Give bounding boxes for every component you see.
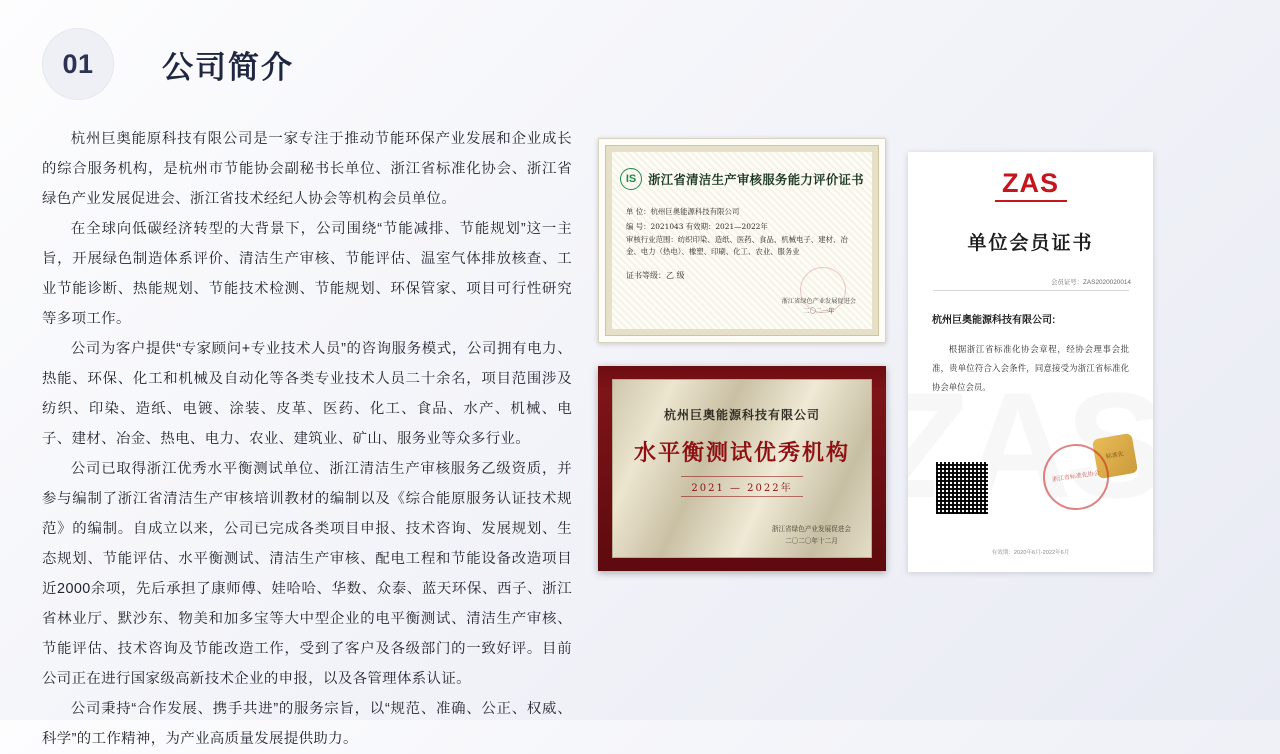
certificate-gallery	[598, 138, 1246, 583]
plaque-award-title: 水平衡测试优秀机构	[633, 440, 850, 466]
divider	[933, 290, 1129, 291]
paragraph-5: 公司秉持“合作发展、携手共进”的服务宗旨，以“规范、准确、公正、权威、科学”的工作精神，为产业高质量发展提供助力。	[42, 701, 572, 747]
red-stamp-icon: 浙江省标准化协会	[1039, 440, 1114, 515]
certificate-field-number: 编 号：2021043 有效期：2021—2022年	[626, 222, 768, 231]
certificate-zas-membership	[908, 152, 1153, 572]
plaque-plate	[612, 379, 872, 558]
section-number: 01	[62, 48, 94, 79]
company-intro-text	[42, 124, 572, 754]
zas-logo-underline	[995, 200, 1067, 202]
certificate-issuer: 浙江省绿色产业发展促进会	[781, 298, 856, 305]
section-number-badge	[42, 28, 114, 100]
zas-logo-text: ZAS	[1002, 168, 1059, 198]
zas-company-name: 杭州巨奥能源科技有限公司:	[932, 315, 1056, 326]
plaque-issuer: 浙江省绿色产业发展促进会	[771, 525, 851, 533]
zas-certificate-body: 根据浙江省标准化协会章程，经协会理事会批准，贵单位符合入会条件，同意接受为浙江省标准化协会单位会员。	[932, 344, 1129, 392]
certificate-issue-date: 二〇二一年	[803, 308, 835, 315]
certificate-field-unit: 单 位：杭州巨奥能源科技有限公司	[626, 207, 740, 216]
paragraph-3: 公司为客户提供“专家顾问+专业技术人员”的咨询服务模式，公司拥有电力、热能、环保、化工和机械及自动化等各类专业技术人员二十余名，项目范围涉及纺织、印染、造纸、电镀、涂装、皮革、医药、化工、食品、水产、机械、电子、建材、冶金、热电、电力、农业、建筑业、矿山、服务业等众多行业。	[42, 341, 572, 447]
certificate-fields	[626, 204, 858, 258]
gold-stamp-icon: 标准化	[1092, 433, 1138, 479]
certificate-award-plaque	[598, 366, 886, 571]
paragraph-2: 在全球向低碳经济转型的大背景下，公司围绕“节能减排、节能规划”这一主旨，开展绿色制造体系评价、清洁生产审核、节能评估、温室气体排放核查、工业节能诊断、热能规划、节能技术检测、节能规划、环保管家、项目可行性研究等多项工作。	[42, 221, 572, 327]
certificate-field-scope: 审核行业范围：纺织印染、造纸、医药、食品、机械电子、建材、冶金、电力（热电）、橡塑、印刷、化工、农业、服务业	[626, 235, 848, 256]
paragraph-1: 杭州巨奥能原科技有限公司是一家专注于推动节能环保产业发展和企业成长的综合服务机构，是杭州市节能协会副秘书长单位、浙江省标准化协会、浙江省绿色产业发展促进会、浙江省技术经纪人协会等机构会员单位。	[42, 131, 572, 207]
certificate-border	[606, 146, 878, 335]
certificate-grade-value: 乙 级	[666, 271, 685, 280]
certificate-title: 浙江省清洁生产审核服务能力评价证书	[648, 172, 864, 187]
certificate-issuer-block	[782, 297, 856, 317]
plaque-issuer-block	[772, 523, 851, 547]
association-logo-icon: IS	[620, 168, 642, 190]
zas-certificate-title: 单位会员证书	[967, 233, 1094, 254]
zas-certificate-footer: 有效期：2020年6月-2022年6月	[991, 550, 1070, 556]
zas-logo	[908, 168, 1153, 202]
zas-member-number: 会员证号：ZAS2020020014	[1051, 279, 1131, 286]
plaque-award-years: 2021 — 2022年	[681, 476, 802, 497]
plaque-issue-date: 二〇二〇年十二月	[785, 537, 838, 545]
slide-header	[0, 28, 294, 100]
plaque-company-name: 杭州巨奥能源科技有限公司	[663, 408, 820, 422]
certificate-clean-production	[598, 138, 886, 343]
certificate-grade-label: 证书等级：	[626, 271, 666, 280]
qr-code-icon	[934, 460, 990, 516]
page-title: 公司简介	[162, 49, 294, 85]
certificate-title-row	[625, 168, 864, 190]
paragraph-4: 公司已取得浙江优秀水平衡测试单位、浙江清洁生产审核服务乙级资质，并参与编制了浙江省清洁生产审核培训教材的编制以及《综合能原服务认证技术规范》的编制。自成立以来，公司已完成各类项目申报、技术咨询、发展规划、生态规划、节能评估、水平衡测试、清洁生产审核、配电工程和节能设备改造项目近2000余项，先后承担了康师傅、娃哈哈、华数、众泰、蓝天环保、西子、浙江省林业厅、默沙东、物美和加多宝等大中型企业的电平衡测试、清洁生产审核、节能评估、技术咨询及节能改造工作，受到了客户及各级部门的一致好评。目前公司正在进行国家级高新技术企业的申报，以及各管理体系认证。	[42, 461, 572, 687]
